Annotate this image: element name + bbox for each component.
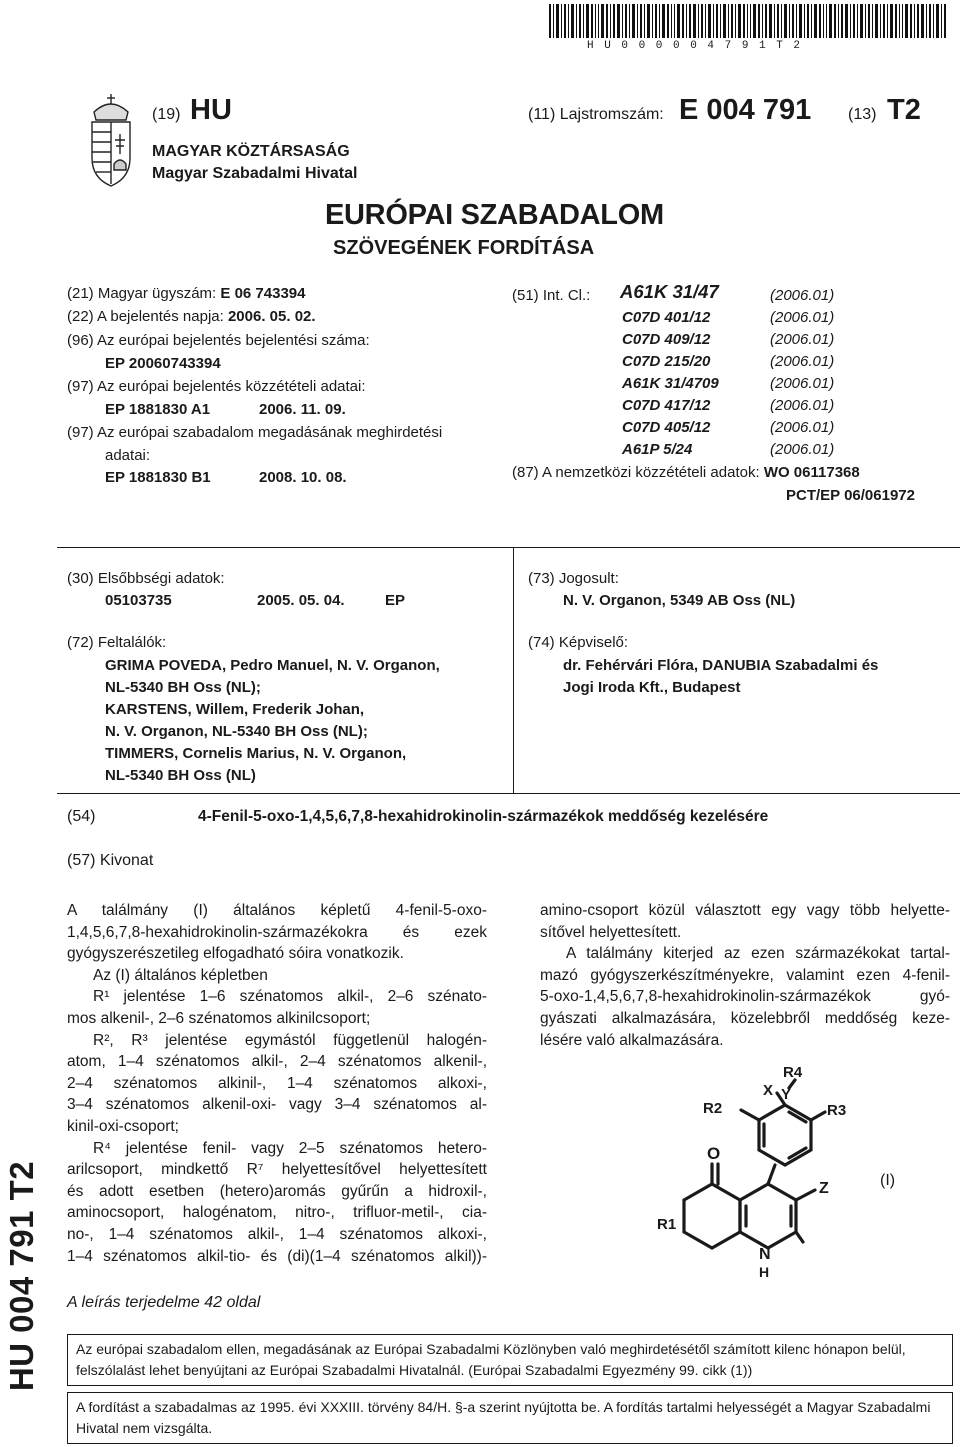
abstract-right: [540, 900, 950, 1051]
opposition-notice: Az európai szabadalom ellen, megadásának az Európai Szabadalmi Közlönyben való meghirdetésétől számított kilenc hónapon belül, felszólalást lehet benyújtani az Európai Szabadalmi Hivatalnál. (Európai Szabadalmi Egyezmény 99. cikk (1)): [67, 1334, 953, 1386]
owner-label: (73) Jogosult:: [528, 570, 619, 587]
pages-note: A leírás terjedelme 42 oldal: [67, 1294, 261, 1311]
intl-pub-label: (87) A nemzetközi közzétételi adatok:: [512, 464, 760, 481]
ipc-date: (2006.01): [770, 375, 835, 392]
coat-of-arms-icon: [84, 92, 138, 190]
abstract-line: és adott esetben (hetero)aromás gyűrűn a hidroxil-,: [67, 1182, 487, 1200]
office-name: Magyar Szabadalmi Hivatal: [152, 165, 358, 182]
priority-country: EP: [385, 592, 406, 609]
doc-title: EURÓPAI SZABADALOM: [325, 199, 664, 231]
formula-label: (I): [880, 1172, 896, 1189]
abstract-line: atom, 1–4 szénatomos alkil-, 2–4 szénatomos alkenil-,: [67, 1053, 487, 1071]
ipc-date: (2006.01): [770, 309, 835, 326]
barcode-text: H U 0 0 0 0 0 4 7 9 1 T 2: [587, 40, 803, 52]
abstract-line: arilcsoport, mindkettő R⁷ helyettesítővel helyettesített: [67, 1161, 487, 1179]
struct-r4: R4: [783, 1064, 803, 1081]
agent-line: dr. Fehérvári Flóra, DANUBIA Szabadalmi és: [563, 657, 879, 674]
divider-top: [57, 547, 960, 548]
ep-appl-number: EP 20060743394: [105, 355, 221, 372]
ep-pub-label: (97) Az európai bejelentés közzétételi adatai:: [67, 378, 366, 395]
chemical-structure: [655, 1060, 855, 1290]
abstract-line: 5-oxo-1,4,5,6,7,8-hexahidrokinolin-származékok gyó-: [540, 988, 950, 1006]
ipc-date: (2006.01): [770, 397, 835, 414]
inventor-line: NL-5340 BH Oss (NL): [105, 767, 256, 784]
abstract-line: R⁴ jelentése fenil- vagy 2–5 szénatomos hetero-: [93, 1139, 487, 1157]
barcode-image: [547, 4, 947, 38]
inventor-line: KARSTENS, Willem, Frederik Johan,: [105, 701, 365, 718]
ipc-code: A61K 31/4709: [622, 375, 719, 392]
abstract-line: 1,4,5,6,7,8-hexahidrokinolin-származékokra és ezek: [67, 923, 487, 941]
abstract-line: 1–4 szénatomos alkil-tio- és (di)(1–4 szénatomos alkil))-: [67, 1247, 487, 1265]
struct-o: O: [707, 1144, 721, 1163]
struct-z: Z: [819, 1180, 829, 1197]
ipc-first-date: (2006.01): [770, 287, 835, 304]
inventor-line: GRIMA POVEDA, Pedro Manuel, N. V. Organon,: [105, 657, 440, 674]
invention-title: 4-Fenil-5-oxo-1,4,5,6,7,8-hexahidrokinolin-származékok meddőség kezelésére: [198, 808, 769, 825]
abstract-line: R², R³ jelentése egymástól függetlenül halogén-: [93, 1031, 487, 1049]
intl-pub-wo: WO 06117368: [763, 464, 860, 481]
ep-grant-label: (97) Az európai szabadalom megadásának meghirdetési: [67, 424, 443, 441]
ep-grant-number: EP 1881830 B1: [105, 469, 211, 486]
ipc-code: C07D 401/12: [622, 309, 711, 326]
abstract-line: gyászati alkalmazására, közelebbről meddőség keze-: [540, 1009, 950, 1027]
reg-number: E 004 791: [679, 94, 812, 126]
inventors-label: (72) Feltalálók:: [67, 634, 167, 651]
reg-label: (11) Lajstromszám:: [528, 106, 664, 123]
divider-bottom: [57, 793, 960, 794]
ep-appl-label: (96) Az európai bejelentés bejelentési száma:: [67, 332, 370, 349]
abstract-line: mazó gyógyszerkészítményekre, valamint ezen 4-fenil-: [540, 966, 950, 984]
barcode: [547, 4, 947, 52]
kind-code: T2: [887, 94, 921, 126]
priority-label: (30) Elsőbbségi adatok:: [67, 570, 225, 587]
ipc-date: (2006.01): [770, 419, 835, 436]
abstract-line: amino-csoport közül választott egy vagy több helyette-: [540, 902, 950, 919]
priority-date: 2005. 05. 04.: [257, 592, 345, 609]
abstract-line: kinil-oxi-csoport;: [67, 1117, 179, 1135]
abstract-line: lésére való alkalmazására.: [540, 1031, 724, 1049]
struct-x: X: [763, 1082, 774, 1099]
ipc-code: A61P 5/24: [622, 441, 693, 458]
country-code: HU: [190, 94, 232, 126]
abstract-line: A találmány kiterjed az ezen származékokat tartal-: [566, 945, 950, 963]
ipc-code: C07D 215/20: [622, 353, 711, 370]
appl-number-value: E 06 743394: [220, 285, 306, 302]
ipc-first-code: A61K 31/47: [620, 281, 719, 302]
code19: (19): [152, 106, 181, 123]
ipc-code: C07D 405/12: [622, 419, 711, 436]
ep-pub-number: EP 1881830 A1: [105, 401, 211, 418]
inventor-line: TIMMERS, Cornelis Marius, N. V. Organon,: [105, 745, 407, 762]
abstract-line: mos alkenil-, 2–6 szénatomos alkinilcsoport;: [67, 1009, 371, 1027]
appl-number-label: (21) Magyar ügyszám:: [67, 285, 217, 302]
org-name: MAGYAR KÖZTÁRSASÁG: [152, 143, 350, 160]
doc-subtitle: SZÖVEGÉNEK FORDÍTÁSA: [333, 237, 595, 259]
struct-y: Y: [781, 1086, 792, 1103]
ep-grant-date: 2008. 10. 08.: [259, 469, 347, 486]
code13: (13): [848, 106, 877, 123]
abstract-line: R¹ jelentése 1–6 szénatomos alkil-, 2–6 szénato-: [93, 988, 487, 1006]
filing-date-value: 2006. 05. 02.: [227, 308, 316, 325]
struct-r1: R1: [657, 1216, 677, 1233]
title54-code: (54): [67, 808, 96, 825]
abstract-line: A találmány (I) általános képletű 4-fenil-5-oxo-: [67, 902, 487, 919]
abstract-line: no-, 1–4 szénatomos alkil-, 1–4 szénatomos alkoxi-,: [67, 1225, 487, 1243]
appl-number-row: [67, 283, 305, 304]
owner-value: N. V. Organon, 5349 AB Oss (NL): [563, 592, 796, 609]
ipc-date: (2006.01): [770, 353, 835, 370]
agent-line: Jogi Iroda Kft., Budapest: [563, 679, 741, 696]
abstract-left: [67, 900, 487, 1267]
struct-r2: R2: [703, 1100, 723, 1117]
side-number: HU 004 791 T2: [3, 1160, 40, 1392]
intl-pub-row: [512, 462, 860, 483]
priority-number: 05103735: [105, 592, 172, 609]
struct-h: H: [759, 1264, 770, 1280]
struct-n: N: [759, 1246, 771, 1263]
translation-notice: A fordítást a szabadalmas az 1995. évi XXXIII. törvény 84/H. §-a szerint nyújtotta be. A fordítás tartalmi helyességét a Magyar Szabadalmi Hivatal nem vizsgálta.: [67, 1392, 953, 1444]
ipc-code: C07D 409/12: [622, 331, 711, 348]
abstract-label: (57) Kivonat: [67, 852, 154, 869]
abstract-line: gyógyszerészetileg elfogadható sóira vonatkozik.: [67, 945, 404, 963]
ipc-date: (2006.01): [770, 441, 835, 458]
filing-date-row: [67, 306, 316, 327]
ep-pub-date: 2006. 11. 09.: [259, 401, 346, 418]
abstract-line: 3–4 szénatomos alkenil-oxi- vagy 3–4 szénatomos al-: [67, 1096, 487, 1114]
struct-r3: R3: [827, 1102, 847, 1119]
inventor-line: NL-5340 BH Oss (NL);: [105, 679, 261, 696]
abstract-line: sítővel helyettesített.: [540, 923, 682, 941]
ipc-date: (2006.01): [770, 331, 835, 348]
abstract-line: Az (I) általános képletben: [93, 966, 268, 984]
abstract-line: 2–4 szénatomos alkinil-, 1–4 szénatomos alkoxi-,: [67, 1074, 487, 1092]
ipc-label: (51) Int. Cl.:: [512, 287, 591, 304]
filing-date-label: (22) A bejelentés napja:: [67, 308, 224, 325]
agent-label: (74) Képviselő:: [528, 634, 629, 651]
inventor-line: N. V. Organon, NL-5340 BH Oss (NL);: [105, 723, 368, 740]
abstract-line: aminocsoport, halogénatom, nitro-, trifluor-metil-, cia-: [67, 1204, 487, 1222]
intl-pub-pct: PCT/EP 06/061972: [786, 487, 915, 504]
ipc-code: C07D 417/12: [622, 397, 711, 414]
ep-grant-label-2: adatai:: [105, 447, 151, 464]
divider-vertical: [513, 547, 514, 793]
